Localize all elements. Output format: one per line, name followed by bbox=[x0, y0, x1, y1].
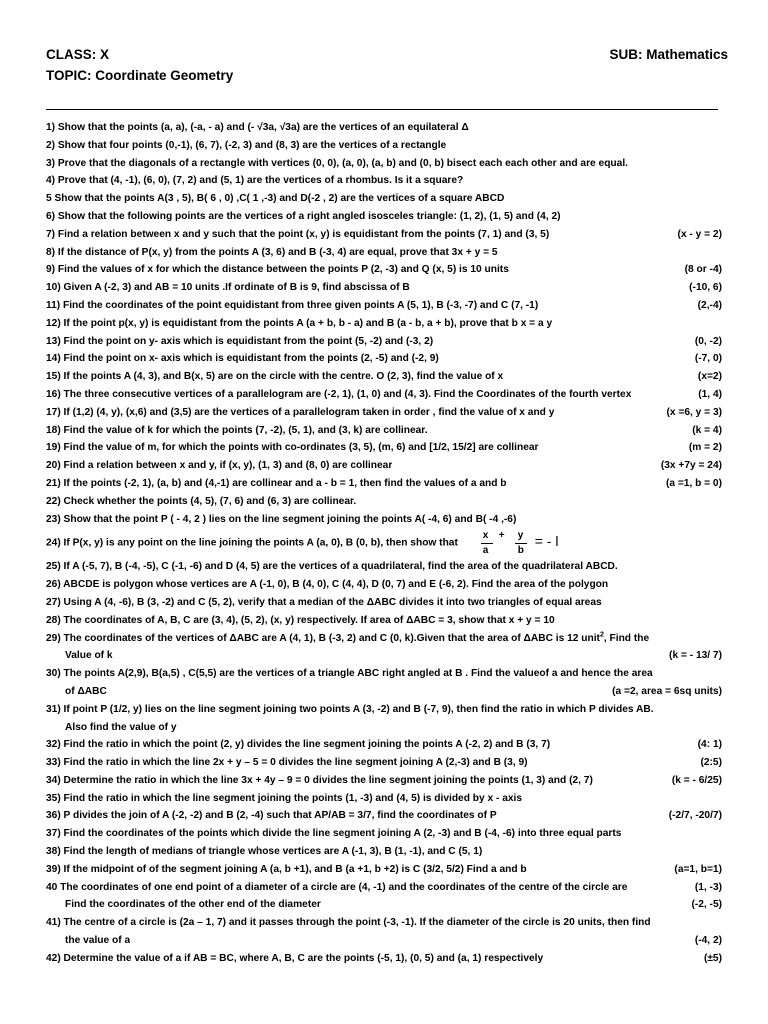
question-30-continuation bbox=[46, 683, 722, 701]
question-answer: (2,-4) bbox=[697, 299, 722, 311]
question-text: 32) Find the ratio in which the point (2, y) divides the line segment joining the points A (-2, 2) and B (3, 7) bbox=[46, 739, 551, 751]
question-answer: (-2/7, -20/7) bbox=[668, 810, 722, 822]
question-24 bbox=[46, 528, 722, 558]
question-text: 4) Prove that (4, -1), (6, 0), (7, 2) and (5, 1) are the vertices of a rhombus. Is it a square? bbox=[46, 175, 464, 187]
question-text: 9) Find the values of x for which the distance between the points P (2, -3) and Q (x, 5) is 10 units bbox=[46, 264, 509, 276]
question-row bbox=[46, 439, 722, 457]
question-row bbox=[46, 368, 722, 386]
question-text: 3) Prove that the diagonals of a rectangle with vertices (0, 0), (a, 0), (a, b) and (0, b) bisect each each other and are equal. bbox=[46, 157, 628, 169]
question-text: 18) Find the value of k for which the points (7, -2), (5, 1), and (3, k) are collinear. bbox=[46, 424, 428, 436]
question-41 bbox=[46, 914, 722, 932]
question-text: 17) If (1,2) (4, y), (x,6) and (3,5) are the vertices of a parallelogram taken in order , find the value of x and y bbox=[46, 406, 555, 418]
question-row bbox=[46, 843, 722, 861]
question-42-text: 42) Determine the value of a if AB = BC, where A, B, C are the points (-5, 1), (0, 5) and (a, 1) respectively bbox=[46, 952, 544, 964]
question-row bbox=[46, 558, 722, 576]
question-40-cont-answer: (-2, -5) bbox=[691, 899, 722, 911]
question-group-1 bbox=[46, 119, 722, 528]
question-42 bbox=[46, 950, 722, 968]
question-answer: (0, -2) bbox=[694, 335, 722, 347]
question-31 bbox=[46, 701, 722, 719]
topic-label: TOPIC: Coordinate Geometry bbox=[46, 68, 234, 83]
question-text: 21) If the points (-2, 1), (a, b) and (4,-1) are collinear and a - b = 1, then find the values of a and b bbox=[46, 477, 507, 489]
question-row bbox=[46, 137, 722, 155]
question-42-answer: (±5) bbox=[703, 952, 722, 964]
unit-superscript: 2 bbox=[599, 631, 604, 639]
question-row bbox=[46, 807, 722, 825]
question-40-cont: Find the coordinates of the other end of the diameter bbox=[65, 899, 321, 911]
question-40 bbox=[46, 879, 722, 897]
question-group-3 bbox=[46, 736, 722, 878]
question-row bbox=[46, 386, 722, 404]
question-row bbox=[46, 861, 722, 879]
question-text: 35) Find the ratio in which the line segment joining the points (1, -3) and (4, 5) is divided by x - axis bbox=[46, 792, 523, 804]
question-41-text: 41) The centre of a circle is (2a – 1, 7) and it passes through the point (-3, -1). If the diameter of the circle is 20 units, then find bbox=[46, 917, 651, 929]
fraction-bar-b bbox=[515, 543, 527, 544]
fraction-y: y bbox=[517, 530, 524, 542]
question-29-answer: (k = - 13/ 7) bbox=[669, 650, 722, 662]
question-answer: (-10, 6) bbox=[689, 282, 722, 294]
header-row bbox=[46, 44, 728, 65]
question-text: 34) Determine the ratio in which the line 3x + 4y – 9 = 0 divides the line segment joining the points (1, 3) and (2, 7) bbox=[46, 774, 593, 786]
question-answer: (x=2) bbox=[697, 371, 722, 383]
question-row bbox=[46, 612, 722, 630]
question-row bbox=[46, 825, 722, 843]
question-answer: (k = - 6/25) bbox=[671, 774, 722, 786]
fraction-a: a bbox=[482, 545, 489, 557]
question-29-text-b: , Find the bbox=[603, 632, 650, 644]
question-30-cont: of ΔABC bbox=[65, 685, 107, 697]
question-row bbox=[46, 208, 722, 226]
question-30-text: 30) The points A(2,9), B(a,5) , C(5,5) are the vertices of a triangle ABC right angled at B . Find the valueof a and hence the area bbox=[46, 668, 653, 680]
question-row bbox=[46, 261, 722, 279]
question-group-2 bbox=[46, 558, 722, 629]
question-text: 23) Show that the point P ( - 4, 2 ) lies on the line segment joining the points A( -4, 6) and B( -4 ,-6) bbox=[46, 513, 517, 525]
question-row bbox=[46, 736, 722, 754]
fraction-bar-a bbox=[481, 543, 493, 544]
question-text: 1) Show that the points (a, a), (-a, - a) and (- √3a, √3a) are the vertices of an equilateral Δ bbox=[46, 122, 469, 133]
question-text: 36) P divides the join of A (-2, -2) and B (2, -4) such that AP/AB = 3/7, find the coordinates of P bbox=[46, 810, 497, 822]
question-text: 8) If the distance of P(x, y) from the points A (3, 6) and B (-3, 4) are equal, prove that 3x + y = 5 bbox=[46, 246, 498, 258]
question-text: 19) Find the value of m, for which the points with co-ordinates (3, 5), (m, 6) and [1/2, 15/2] are collinear bbox=[46, 442, 539, 454]
question-text: 5 Show that the points A(3 , 5), B( 6 , 0) ,C( 1 ,-3) and D(-2 , 2) are the vertices of a square ABCD bbox=[46, 193, 505, 205]
question-row bbox=[46, 172, 722, 190]
question-31-text: 31) If point P (1/2, y) lies on the line segment joining two points A (3, -2) and B (-7, 9), then find the ratio in which P divides AB. bbox=[46, 703, 654, 715]
question-text: 37) Find the coordinates of the points which divide the line segment joining A (2, -3) and B (-4, -6) into three equal parts bbox=[46, 828, 622, 840]
question-answer: (4: 1) bbox=[697, 739, 722, 751]
question-24-text: 24) If P(x, y) is any point on the line joining the points A (a, 0), B (0, b), then show that bbox=[46, 538, 458, 550]
question-answer: (k = 4) bbox=[692, 424, 722, 436]
question-41-cont: the value of a bbox=[65, 935, 131, 947]
question-row bbox=[46, 576, 722, 594]
question-answer: (8 or -4) bbox=[684, 264, 722, 276]
fraction-plus: + bbox=[498, 530, 505, 542]
class-label: CLASS: X bbox=[46, 47, 110, 62]
question-text: 2) Show that four points (0,-1), (6, 7), (-2, 3) and (8, 3) are the vertices of a rectangle bbox=[46, 139, 447, 151]
question-30-answer: (a =2, area = 6sq units) bbox=[612, 685, 722, 697]
worksheet-header bbox=[46, 44, 728, 86]
question-text: 13) Find the point on y- axis which is equidistant from the point (5, -2) and (-3, 2) bbox=[46, 335, 434, 347]
question-text: 38) Find the length of medians of triangle whose vertices are A (-1, 3), B (1, -1), and C (5, 1) bbox=[46, 846, 483, 858]
question-29-continuation bbox=[46, 647, 722, 665]
question-row bbox=[46, 190, 722, 208]
header-divider bbox=[46, 109, 718, 110]
question-40-answer: (1, -3) bbox=[694, 881, 722, 893]
question-text: 28) The coordinates of A, B, C are (3, 4), (5, 2), (x, y) respectively. If area of ΔABC = 3, show that x + y = 10 bbox=[46, 614, 555, 626]
fraction-expression bbox=[483, 530, 573, 556]
question-30 bbox=[46, 665, 722, 683]
question-row bbox=[46, 404, 722, 422]
question-31-continuation bbox=[46, 719, 722, 737]
question-row bbox=[46, 155, 722, 173]
question-29 bbox=[46, 630, 722, 648]
question-row bbox=[46, 790, 722, 808]
question-row bbox=[46, 226, 722, 244]
question-answer: (a=1, b=1) bbox=[674, 863, 722, 875]
question-text: 14) Find the point on x- axis which is equidistant from the points (2, -5) and (-2, 9) bbox=[46, 353, 439, 365]
question-answer: (1, 4) bbox=[698, 388, 722, 400]
question-text: 10) Given A (-2, 3) and AB = 10 units .If ordinate of B is 9, find abscissa of B bbox=[46, 282, 410, 294]
subject-label: SUB: Mathematics bbox=[609, 47, 728, 62]
question-row bbox=[46, 422, 722, 440]
question-row bbox=[46, 333, 722, 351]
question-41-answer: (-4, 2) bbox=[694, 935, 722, 947]
question-text: 6) Show that the following points are the vertices of a right angled isosceles triangle: (1, 2), (1, 5) and (4, 2) bbox=[46, 210, 561, 222]
question-row bbox=[46, 350, 722, 368]
question-text: 39) If the midpoint of of the segment joining A (a, b +1), and B (a +1, b +2) is C (3/2, 5/2) Find a and b bbox=[46, 863, 527, 875]
question-answer: (a =1, b = 0) bbox=[665, 477, 722, 489]
question-text: 20) Find a relation between x and y, if (x, y), (1, 3) and (8, 0) are collinear bbox=[46, 460, 393, 472]
question-text: 22) Check whether the points (4, 5), (7, 6) and (6, 3) are collinear. bbox=[46, 495, 357, 507]
header-topic-row bbox=[46, 65, 728, 86]
fraction-x: x bbox=[482, 530, 489, 542]
question-row bbox=[46, 297, 722, 315]
question-answer: (x =6, y = 3) bbox=[666, 406, 722, 418]
question-31-cont: Also find the value of y bbox=[65, 721, 177, 733]
question-row bbox=[46, 594, 722, 612]
question-answer: (3x +7y = 24) bbox=[660, 460, 722, 472]
question-row bbox=[46, 754, 722, 772]
question-text: 26) ABCDE is polygon whose vertices are A (-1, 0), B (4, 0), C (4, 4), D (0, 7) and E (-6, 2). Find the area of the polygon bbox=[46, 579, 609, 591]
question-row bbox=[46, 475, 722, 493]
question-answer: (x - y = 2) bbox=[677, 228, 722, 240]
question-row bbox=[46, 511, 722, 529]
question-row bbox=[46, 457, 722, 475]
question-text: 15) If the points A (4, 3), and B(x, 5) are on the circle with the centre. O (2, 3), find the value of x bbox=[46, 371, 504, 383]
question-40-continuation bbox=[46, 896, 722, 914]
question-list bbox=[46, 119, 722, 968]
question-answer: (2:5) bbox=[700, 757, 722, 769]
fraction-equals: = - l bbox=[534, 533, 559, 550]
question-row bbox=[46, 244, 722, 262]
question-answer: (-7, 0) bbox=[694, 353, 722, 365]
question-text: 16) The three consecutive vertices of a parallelogram are (-2, 1), (1, 0) and (4, 3). Find the Coordinates of the fourth vertex bbox=[46, 388, 632, 400]
question-row bbox=[46, 279, 722, 297]
question-29-cont: Value of k bbox=[65, 650, 113, 662]
question-text: 25) If A (-5, 7), B (-4, -5), C (-1, -6) and D (4, 5) are the vertices of a quadrilateral, find the area of the quadrilateral ABCD. bbox=[46, 561, 618, 573]
fraction-b: b bbox=[517, 545, 524, 557]
question-text: 27) Using A (4, -6), B (3, -2) and C (5, 2), verify that a median of the ΔABC divides it into two triangles of equal areas bbox=[46, 596, 602, 608]
question-41-continuation bbox=[46, 932, 722, 950]
question-row bbox=[46, 315, 722, 333]
question-text: 12) If the point p(x, y) is equidistant from the points A (a + b, b - a) and B (a - b, a + b), prove that b x = a y bbox=[46, 317, 553, 329]
question-text: 11) Find the coordinates of the point equidistant from three given points A (5, 1), B (-3, -7) and C (7, -1) bbox=[46, 299, 539, 311]
question-40-text: 40 The coordinates of one end point of a diameter of a circle are (4, -1) and the coordinates of the centre of the circle are bbox=[46, 881, 628, 893]
question-text: 33) Find the ratio in which the line 2x + y – 5 = 0 divides the line segment joining A (2,-3) and B (3, 9) bbox=[46, 757, 528, 769]
question-text: 7) Find a relation between x and y such that the point (x, y) is equidistant from the points (7, 1) and (3, 5) bbox=[46, 228, 550, 240]
question-row bbox=[46, 772, 722, 790]
question-answer: (m = 2) bbox=[688, 442, 722, 454]
question-row bbox=[46, 119, 722, 137]
question-row bbox=[46, 493, 722, 511]
question-29-text-a: 29) The coordinates of the vertices of ΔABC are A (4, 1), B (-3, 2) and C (0, k).Given that the area of ΔABC is 12 unit bbox=[46, 632, 600, 644]
